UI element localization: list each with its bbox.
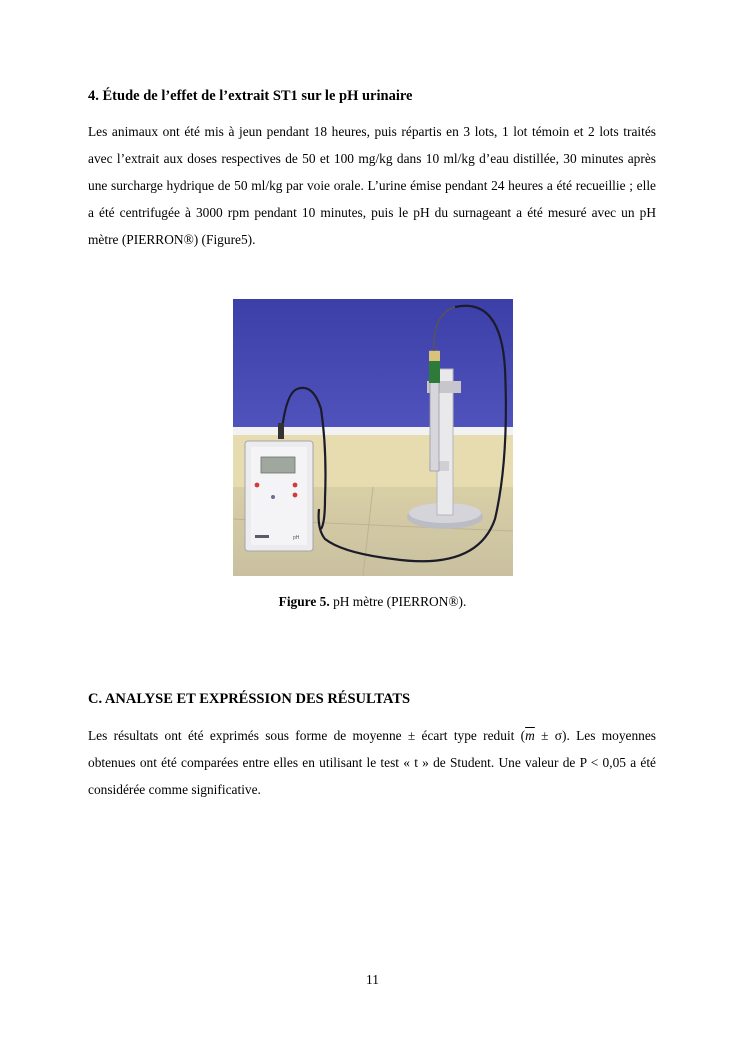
pm-sigma: ± σ xyxy=(534,728,562,743)
ph-meter-device xyxy=(245,441,313,551)
section-4-paragraph: Les animaux ont été mis à jeun pendant 18 heures, puis répartis en 3 lots, 1 lot témoin et 2 lots traités avec l’extrait aux doses respectives de 50 et 100 mg/kg dans 10 ml/kg d’eau distillée, 30 minutes après une surcharge hydrique de 50 ml/kg par voie orale. L’urine émise pendant 24 heures a été recueillie ; elle a été centrifugée à 3000 rpm pendant 10 minutes, puis le pH du surnageant a été mesuré avec un pH mètre (PIERRON®) (Figure5). xyxy=(88,124,656,247)
section-c-heading: C. ANALYSE ET EXPRÉSSION DES RÉSULTATS xyxy=(88,691,411,707)
figure-caption xyxy=(0,594,745,610)
section-c-paragraph xyxy=(88,722,656,803)
lcd-display xyxy=(261,457,295,473)
figure-caption-text: pH mètre (PIERRON®). xyxy=(329,594,467,609)
device-ph-label: pH xyxy=(293,535,300,541)
results-text-after: ). Les moyennes obtenues ont été comparées entre elles en utilisant le test « t » de Student. Une valeur de P < 0,05 a été considérée comme significative. xyxy=(88,728,656,797)
page-number: 11 xyxy=(366,972,379,987)
white-wall-stripe xyxy=(233,427,513,435)
mean-symbol: $\overline{m}$ xyxy=(525,728,535,743)
results-text-before: Les résultats ont été exprimés sous forme de moyenne ± écart type reduit ( xyxy=(88,728,526,743)
figure-label: Figure 5. xyxy=(278,594,330,609)
wall xyxy=(233,299,513,429)
section-4-heading: 4. Étude de l’effet de l’extrait ST1 sur le pH urinaire xyxy=(88,88,413,104)
ph-meter-photo xyxy=(233,299,513,576)
